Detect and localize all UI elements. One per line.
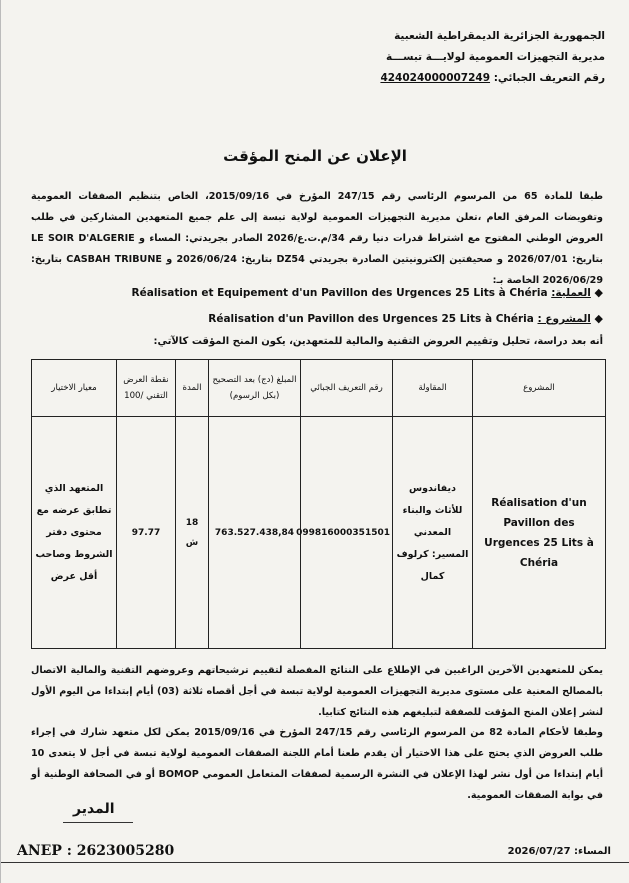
table-header-row	[32, 360, 606, 417]
header-criterion: معيار الاختيار	[32, 360, 117, 417]
header-duration: المدة	[176, 360, 209, 417]
project-value: Réalisation d'un Pavillon des Urgences 25 Lits à Chéria	[208, 313, 534, 325]
consultation-paragraph: يمكن للمتعهدين الآخرين الراغبين في الإطلاع على النتائج المفصلة لتقييم ترشيحاتهم وعروضهم التقنية والمالية الاتصال بالمصالح المعنية على مستوى مديرية التجهيزات العمومية لولاية تبسة في أجل أقصاه ثلاثة (03) أيام إبتداءا من اليوم الأول لنشر إعلان المنح المؤقت للصفقة لتبليغهم هذه النتائج كتابيا.	[31, 665, 603, 718]
header-tax-id: رقم التعريف الجبائي	[301, 360, 393, 417]
tax-id-number: 424024000007249	[380, 72, 491, 84]
diamond-bullet-icon: ◆	[594, 312, 603, 325]
publication-date: المساء: 2026/07/27	[507, 846, 611, 857]
header-contractor: المقاولة	[393, 360, 473, 417]
issuer-header	[380, 26, 605, 89]
cell-duration: 18 ش	[176, 417, 209, 649]
anep-reference: ANEP : 2623005280	[17, 843, 175, 859]
diamond-bullet-icon: ◆	[594, 286, 603, 299]
table-row	[32, 417, 606, 649]
cell-tax-id: 099816000351501	[301, 417, 393, 649]
operation-label: العملية:	[551, 287, 591, 299]
tax-id-line	[380, 68, 605, 89]
header-tech-score: نقطة العرض التقني /100	[117, 360, 176, 417]
director-signature: المدير	[73, 801, 115, 817]
cell-tech-score: 97.77	[117, 417, 176, 649]
cell-project: Réalisation d'un Pavillon des Urgences 25 Lits à Chéria	[473, 417, 606, 649]
directorate-name: مديرية التجهيزات العمومية لولايـــة تبســـة	[386, 51, 605, 63]
operation-line	[132, 286, 603, 299]
operation-value: Réalisation et Equipement d'un Pavillon des Urgences 25 Lits à Chéria	[131, 287, 548, 299]
header-amount: المبلغ (دج) بعد التصحيح (بكل الرسوم)	[209, 360, 301, 417]
header-project: المشروع	[473, 360, 606, 417]
cell-contractor: ديفاندوس للأثاث والبناء المعدني المسير: كرلوف كمال	[393, 417, 473, 649]
study-result-line: أنه بعد دراسة، تحليل وتقييم العروض التقنية والمالية للمتعهدين، يكون المنح المؤقت كالآتي:	[153, 336, 603, 347]
footer-divider	[1, 862, 629, 863]
project-line	[208, 312, 603, 325]
appeal-paragraph: وطبقا لأحكام المادة 82 من المرسوم الرئاسي رقم 247/15 المؤرخ في 2015/09/16 يمكن لكل متعهد شارك في إجراء طلب العروض الذي يحتج على هذا الاختيار أن يقدم طعنا أمام اللجنة الصفقات العمومية لولاية تبسة في أجل لا يتعدى 10 أيام إبتداءا من أول نشر لهذا الإعلان في النشرة الرسمية لصفقات المتعامل العمومي BOMOP أو في الصحافة الوطنية أو في بوابة الصفقات العمومية.	[31, 727, 603, 801]
page-title: الإعلان عن المنح المؤقت	[223, 147, 407, 165]
cell-criterion: المتعهد الذي تطابق عرضه مع محتوى دفتر الشروط وصاحب أقل عرض	[32, 417, 117, 649]
award-table	[31, 359, 606, 649]
signature-underline	[63, 822, 133, 823]
project-label: المشروع :	[537, 313, 591, 325]
tax-id-prefix: رقم التعريف الجبائي:	[493, 72, 605, 84]
republic-name: الجمهورية الجزائرية الديمقراطية الشعبية	[394, 30, 605, 42]
cell-amount: 763.527.438,84	[209, 417, 301, 649]
intro-paragraph: طبقا للمادة 65 من المرسوم الرئاسي رقم 247/15 المؤرخ في 2015/09/16، الخاص بتنظيم الصفقات العمومية وتفويضات المرفق العام ،تعلن مديرية التجهيزات العمومية لولاية تبسة إلى علم جميع المتعهدين المشاركين في طلب العروض الوطني المفتوح مع اشتراط قدرات دنيا رقم 34/م.ت.ع/2026 الصادر بجريدتي: المساء و LE SOIR D'ALGERIE بتاريخ: 2026/07/01 و صحيفتين إلكترونيتين الصادرة بجريدتي DZ54 بتاريخ: 2026/06/24 و CASBAH TRIBUNE بتاريخ: 2026/06/29 الخاصة بـ:	[31, 191, 603, 286]
